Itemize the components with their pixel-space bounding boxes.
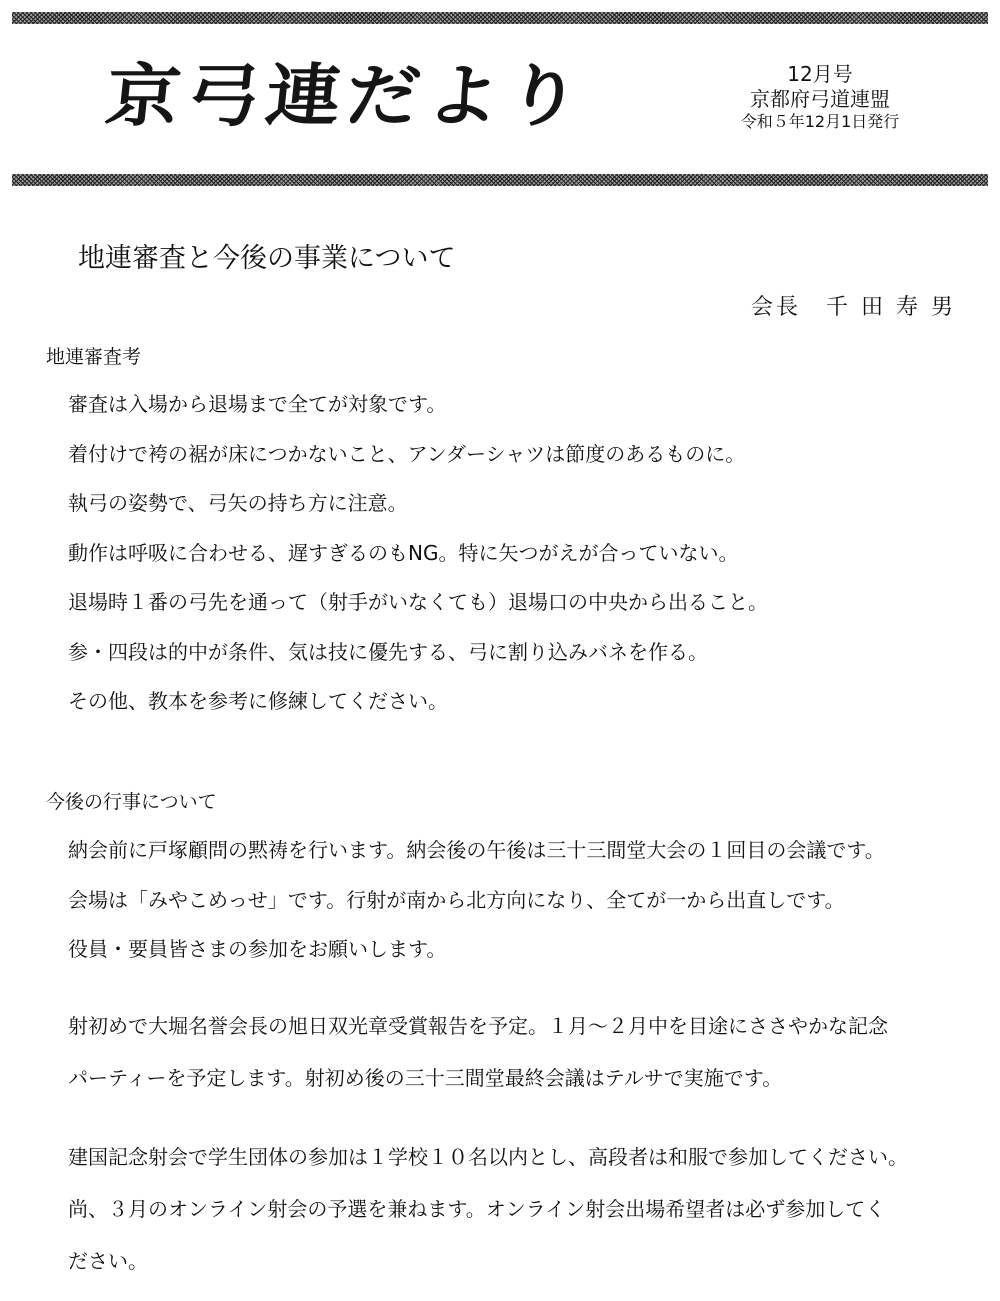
body-line: 会場は「みやこめっせ」です。行射が南から北方向になり、全てが一から出直しです。 [68, 887, 845, 912]
body-line: パーティーを予定します。射初め後の三十三間堂最終会議はテルサで実施です。 [68, 1066, 783, 1090]
body-line: その他、教本を参考に修練してください。 [68, 689, 448, 713]
body-line: 建国記念射会で学生団体の参加は１学校１０名以内とし、高段者は和服で参加してください。 [68, 1145, 908, 1169]
header-top-rule [12, 12, 988, 24]
section-heading: 地連審査考 [46, 346, 142, 368]
body-line: 着付けで袴の裾が床につかないこと、アンダーシャツは節度のあるものに。 [68, 441, 746, 466]
body-line: 執弓の姿勢で、弓矢の持ち方に注意。 [68, 491, 408, 515]
body-line: 納会前に戸塚顧問の黙祷を行います。納会後の午後は三十三間堂大会の１回目の会議です。 [68, 838, 885, 862]
body-line: 審査は入場から退場まで全てが対象です。 [68, 392, 447, 416]
paragraph [68, 1145, 908, 1301]
issue-number: 12月号 [787, 62, 853, 86]
section-heading: 今後の行事について [46, 791, 217, 813]
body-line: 退場時１番の弓先を通って（射手がいなくても）退場口の中央から出ること。 [68, 590, 768, 614]
organization-name: 京都府弓道連盟 [750, 87, 890, 111]
body-line: 参・四段は的中が条件、気は技に優先する、弓に割り込みバネを作る。 [68, 639, 708, 664]
section-body [68, 838, 885, 987]
paragraph [68, 1014, 888, 1118]
body-line: 役員・要員皆さまの参加をお願いします。 [68, 937, 447, 961]
body-line: 動作は呼吸に合わせる、遅すぎるのもNG。特に矢つがえが合っていない。 [68, 540, 739, 565]
body-line: ださい。 [68, 1249, 148, 1273]
article-title: 地連審査と今後の事業について [78, 243, 456, 274]
header-bottom-rule [12, 174, 988, 186]
body-line: 尚、３月のオンライン射会の予選を兼ねます。オンライン射会出場希望者は必ず参加してく [68, 1197, 886, 1221]
section-body [68, 392, 768, 739]
publish-date: 令和５年12月1日発行 [740, 112, 900, 131]
article-author: 会長 千 田 寿 男 [751, 295, 956, 320]
body-line: 射初めで大堀名誉会長の旭日双光章受賞報告を予定。１月～２月中を目途にささやかな記念 [68, 1014, 888, 1038]
masthead-title: 京弓連だより [102, 56, 591, 136]
issue-info [705, 62, 935, 132]
